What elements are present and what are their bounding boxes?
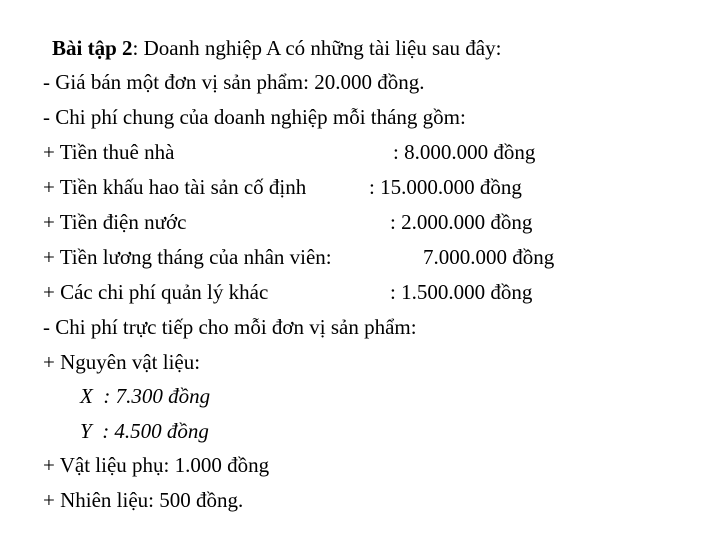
overhead-item-label: + Tiền lương tháng của nhân viên: bbox=[43, 245, 332, 269]
overhead-item-value: : 1.500.000 đồng bbox=[390, 280, 533, 304]
overhead-item-value: : 2.000.000 đồng bbox=[390, 210, 533, 234]
overhead-item-value: 7.000.000 đồng bbox=[423, 245, 555, 269]
material-value: : 4.500 đồng bbox=[102, 419, 209, 443]
price-line: - Giá bán một đơn vị sản phẩm: 20.000 đồng. bbox=[43, 70, 425, 94]
exercise-heading bbox=[52, 36, 501, 60]
material-name: Y bbox=[80, 419, 92, 443]
material-value: : 7.300 đồng bbox=[103, 384, 211, 408]
overhead-item-label: + Tiền điện nước bbox=[43, 210, 187, 234]
aux-material-line: + Vật liệu phụ: 1.000 đồng bbox=[43, 453, 270, 477]
exercise-intro: : Doanh nghiệp A có những tài liệu sau đây: bbox=[132, 36, 502, 60]
overhead-item-label: + Tiền khấu hao tài sản cố định bbox=[43, 175, 307, 199]
exercise-label: Bài tập 2 bbox=[52, 36, 133, 60]
overhead-item-label: + Tiền thuê nhà bbox=[43, 140, 175, 164]
overhead-item-value: : 8.000.000 đồng bbox=[393, 140, 536, 164]
fuel-line: + Nhiên liệu: 500 đồng. bbox=[43, 488, 244, 512]
materials-label: + Nguyên vật liệu: bbox=[43, 350, 201, 374]
overhead-heading: - Chi phí chung của doanh nghiệp mỗi tháng gồm: bbox=[43, 105, 466, 129]
direct-heading: - Chi phí trực tiếp cho mỗi đơn vị sản phẩm: bbox=[43, 315, 417, 339]
overhead-item-label: + Các chi phí quản lý khác bbox=[43, 280, 269, 304]
material-y bbox=[80, 419, 209, 443]
material-name: X bbox=[80, 384, 93, 408]
material-x bbox=[80, 384, 210, 408]
overhead-item-value: : 15.000.000 đồng bbox=[369, 175, 522, 199]
